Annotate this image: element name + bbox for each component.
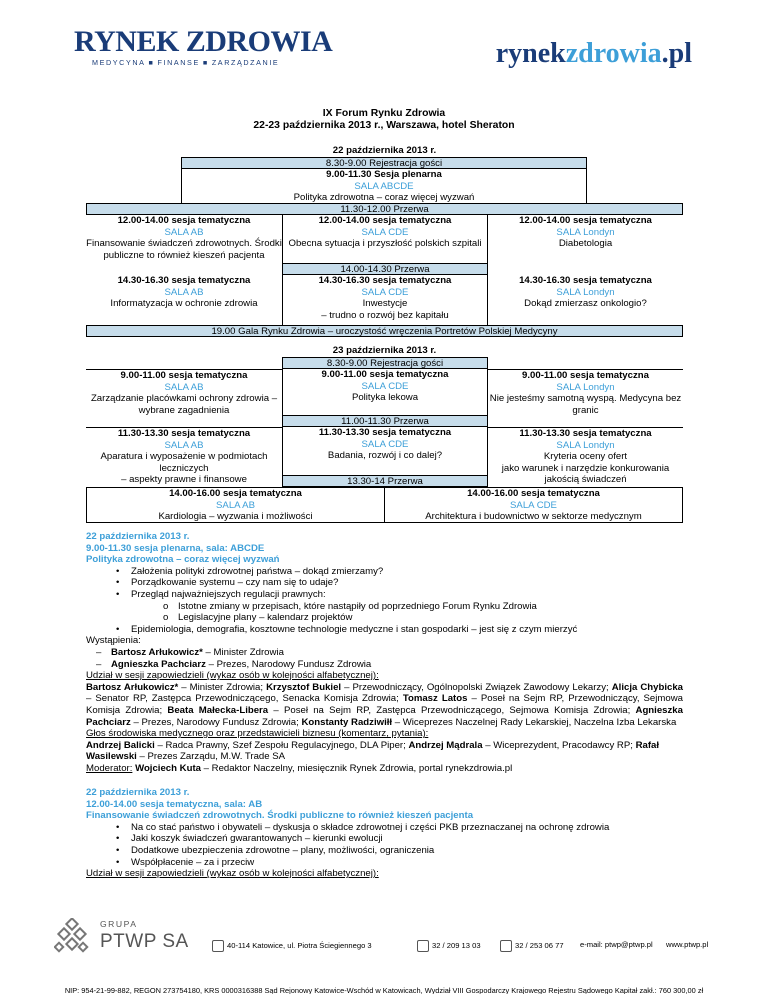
- day1-break1: 11.30-12.00 Przerwa: [86, 203, 683, 215]
- section-date: 22 października 2013 r.: [86, 787, 190, 798]
- logo-tagline: MEDYCYNA ■ FINANSE ■ ZARZĄDZANIE: [92, 58, 280, 67]
- ptwp-logo-icon: [54, 918, 94, 958]
- participants-label: Udział w sesji zapowiedzieli (wykaz osób w kolejności alfabetycznej):: [86, 868, 379, 880]
- logo-title: RYNEK ZDROWIA: [74, 25, 333, 58]
- list-item: • Jaki koszyk świadczeń gwarantowanych – kierunki ewolucji: [86, 833, 683, 845]
- fax: 32 / 253 06 77: [500, 940, 564, 952]
- sub-list-item: o Istotne zmiany w przepisach, które nastąpiły od poprzedniego Forum Rynku Zdrowia: [86, 601, 683, 613]
- website[interactable]: www.ptwp.pl: [666, 940, 709, 949]
- forum-title: IX Forum Rynku Zdrowia 22-23 października 2013 r., Warszawa, hotel Sheraton: [253, 108, 515, 131]
- day2-break2: 13.30-14 Przerwa: [282, 475, 488, 487]
- day2-date: 23 października 2013 r.: [332, 345, 437, 356]
- commentators-label: Głos środowiska medycznego oraz przedstawicieli biznesu (komentarz, pytania):: [86, 728, 429, 740]
- day2-s1-cde: 9.00-11.00 sesja tematyczna SALA CDE Polityka lekowa: [282, 369, 488, 415]
- section-date: 22 października 2013 r.: [86, 531, 190, 542]
- day2-s2-cde: 11.30-13.30 sesja tematyczna SALA CDE Badania, rozwój i co dalej?: [282, 427, 488, 475]
- day2-schedule: [86, 345, 683, 525]
- participants-label: Udział w sesji zapowiedzieli (wykaz osób w kolejności alfabetycznej):: [86, 670, 379, 682]
- sub-list-item: o Legislacyjne plany – kalendarz projektów: [86, 612, 683, 624]
- day1-s1-ab: 12.00-14.00 sesja tematyczna SALA AB Finansowanie świadczeń zdrowotnych. Środki publiczne to również kieszeń pacjenta: [86, 215, 282, 261]
- speaker: – Bartosz Arłukowicz* – Minister Zdrowia: [86, 647, 683, 659]
- day1-schedule: [86, 145, 683, 343]
- list-item: • Porządkowanie systemu – czy nam się to udaje?: [86, 577, 683, 589]
- section-time: 12.00-14.00 sesja tematyczna, sala: AB: [86, 798, 263, 810]
- list-item: • Dodatkowe ubezpieczenia zdrowotne – plany, możliwości, ograniczenia: [86, 845, 683, 857]
- footer: [0, 908, 768, 994]
- day1-s1-cde: 12.00-14.00 sesja tematyczna SALA CDE Obecna sytuacja i przyszłość polskich szpitali: [282, 215, 488, 325]
- section-title: Finansowanie świadczeń zdrowotnych. Środki publiczne to również kieszeń pacjenta: [86, 810, 474, 822]
- moderator: Moderator: Wojciech Kuta – Redaktor Naczelny, miesięcznik Rynek Zdrowia, portal rynekzdrowia.pl: [86, 762, 513, 774]
- rynekzdrowia-pl-logo: rynekzdrowia.pl: [495, 38, 692, 69]
- day2-s3-ab: 14.00-16.00 sesja tematyczna SALA AB Kardiologia – wyzwania i możliwości: [86, 487, 385, 523]
- participants-list: Bartosz Arłukowicz* – Minister Zdrowia; Krzysztof Bukiel – Przewodniczący, Ogólnopolski Związek Zawodowy Lekarzy; Alicja Chybicka – Senator RP, Zastępca Przewodniczącego, Senacka Komisja Zdrowia; Tomasz Latos – Poseł na Sejm RP, Przewodniczący, Sejmowa Komisja Zdrowia; Beata Małecka-Libera – Poseł na Sejm RP, Zastępca Przewodniczącego, Sejmowa Komisja Zdrowia; Agnieszka Pachciarz – Prezes, Narodowy Fundusz Zdrowia; Konstanty Radziwiłł – Wiceprezes Naczelnej Rady Lekarskiej, Naczelna Izba Lekarska: [86, 681, 684, 728]
- day1-s2-ab: 14.30-16.30 sesja tematyczna SALA AB Informatyzacja w ochronie zdrowia: [110, 275, 258, 310]
- list-item: • Epidemiologia, demografia, kosztowne technologie medyczne i stan gospodarki – jest się z czym mierzyć: [86, 624, 683, 636]
- day1-s2-londyn: 14.30-16.30 sesja tematyczna SALA Londyn Dokąd zmierzasz onkologio?: [519, 275, 652, 310]
- day2-s3-cde: 14.00-16.00 sesja tematyczna SALA CDE Architektura i budownictwo w sektorze medycznym: [384, 487, 683, 523]
- day1-plenary: 9.00-11.30 Sesja plenarna SALA ABCDE Polityka zdrowotna – coraz więcej wyzwań: [181, 169, 587, 204]
- list-item: • Współpłacenie – za i przeciw: [86, 857, 683, 869]
- day1-s2-cde: 14.30-16.30 sesja tematyczna SALA CDE Inwestycje – trudno o rozwój bez kapitału: [318, 275, 452, 321]
- day1-registration: 8.30-9.00 Rejestracja gości: [181, 157, 587, 169]
- mail-icon: [212, 940, 224, 952]
- day2-s2-ab: 11.30-13.30 sesja tematyczna SALA AB Aparatura i wyposażenie w podmiotach leczniczych – aspekty prawne i finansowe: [86, 427, 282, 486]
- day1-break2: 14.00-14.30 Przerwa: [282, 263, 488, 275]
- phone: 32 / 209 13 03: [417, 940, 481, 952]
- day1-gala: 19.00 Gala Rynku Zdrowia – uroczystość wręczenia Portretów Polskiej Medycyny: [86, 325, 683, 337]
- day2-s2-londyn: 11.30-13.30 sesja tematyczna SALA Londyn Kryteria oceny ofert jako warunek i narzędzie konkurowania jakością świadczeń: [488, 427, 683, 486]
- ptwp-brand: GRUPA PTWP SA: [100, 919, 189, 952]
- day2-break1: 11.00-11.30 Przerwa: [282, 415, 488, 427]
- day2-registration: 8.30-9.00 Rejestracja gości: [282, 357, 488, 369]
- phone-icon: [417, 940, 429, 952]
- day1-date: 22 października 2013 r.: [332, 145, 437, 156]
- section-plenary: [86, 531, 683, 774]
- legal-info: NIP: 954-21-99-882, REGON 273754180, KRS 0000316388 Sąd Rejonowy Katowice-Wschód w Katowicach, Wydział VIII Gospodarczy Krajowego Rejestru Sądowego Kapitał zakł.: 760 300,00 zł: [64, 986, 704, 994]
- section-financing: [86, 787, 683, 880]
- commentators-list: Andrzej Balicki – Radca Prawny, Szef Zespołu Regulacyjnego, DLA Piper; Andrzej Mądrala – Wiceprezydent, Pracodawcy RP; Rafał Wasilewski – Prezes Zarządu, M.W. Trade SA: [86, 739, 660, 763]
- day2-s1-londyn: 9.00-11.00 sesja tematyczna SALA Londyn Nie jesteśmy samotną wyspą. Medycyna bez granic: [489, 370, 682, 416]
- address: 40-114 Katowice, ul. Piotra Ściegiennego 3: [212, 940, 372, 952]
- list-item: • Założenia polityki zdrowotnej państwa – dokąd zmierzamy?: [86, 566, 683, 578]
- list-item: • Na co stać państwo i obywateli – dyskusja o składce zdrowotnej i części PKB przeznaczanej na ochronę zdrowia: [86, 822, 683, 834]
- list-item: • Przegląd najważniejszych regulacji prawnych:: [86, 589, 683, 601]
- email[interactable]: e-mail: ptwp@ptwp.pl: [580, 940, 653, 949]
- speaker: – Agnieszka Pachciarz – Prezes, Narodowy Fundusz Zdrowia: [86, 659, 683, 671]
- rynek-zdrowia-logo: [74, 25, 333, 67]
- section-title: Polityka zdrowotna – coraz więcej wyzwań: [86, 554, 280, 566]
- section-time: 9.00-11.30 sesja plenarna, sala: ABCDE: [86, 542, 265, 554]
- day1-s1-londyn: 12.00-14.00 sesja tematyczna SALA Londyn Diabetologia: [519, 215, 652, 250]
- fax-icon: [500, 940, 512, 952]
- speakers-label: Wystąpienia:: [86, 635, 141, 647]
- day2-s1-ab: 9.00-11.00 sesja tematyczna SALA AB Zarządzanie placówkami ochrony zdrowia – wybrane zagadnienia: [86, 369, 282, 415]
